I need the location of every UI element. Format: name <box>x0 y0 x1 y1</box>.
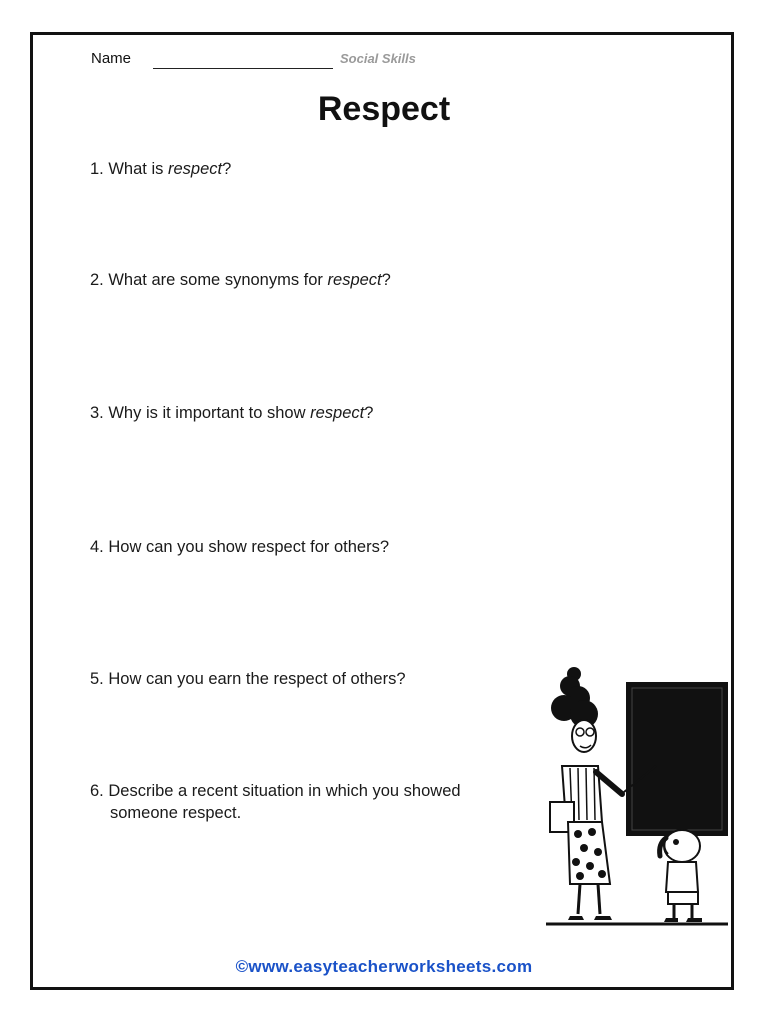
page-title: Respect <box>317 90 451 128</box>
footer-copyright[interactable]: ©www.easyteacherworksheets.com <box>235 957 533 976</box>
teacher-figure <box>550 667 622 920</box>
question-2: 2. What are some synonyms for respect? <box>90 271 391 289</box>
question-5: 5. How can you earn the respect of others? <box>90 670 406 688</box>
student-figure <box>660 830 702 922</box>
name-label: Name <box>91 50 132 67</box>
question-4: 4. How can you show respect for others? <box>90 538 389 556</box>
chalkboard <box>628 684 726 834</box>
teacher-chalkboard-illustration <box>540 662 732 932</box>
name-field-line[interactable] <box>153 68 333 69</box>
question-3: 3. Why is it important to show respect? <box>90 404 374 422</box>
question-6: 6. Describe a recent situation in which you showed someone respect. <box>90 782 461 822</box>
subject-label: Social Skills <box>340 51 416 66</box>
question-1: 1. What is respect? <box>90 160 232 178</box>
